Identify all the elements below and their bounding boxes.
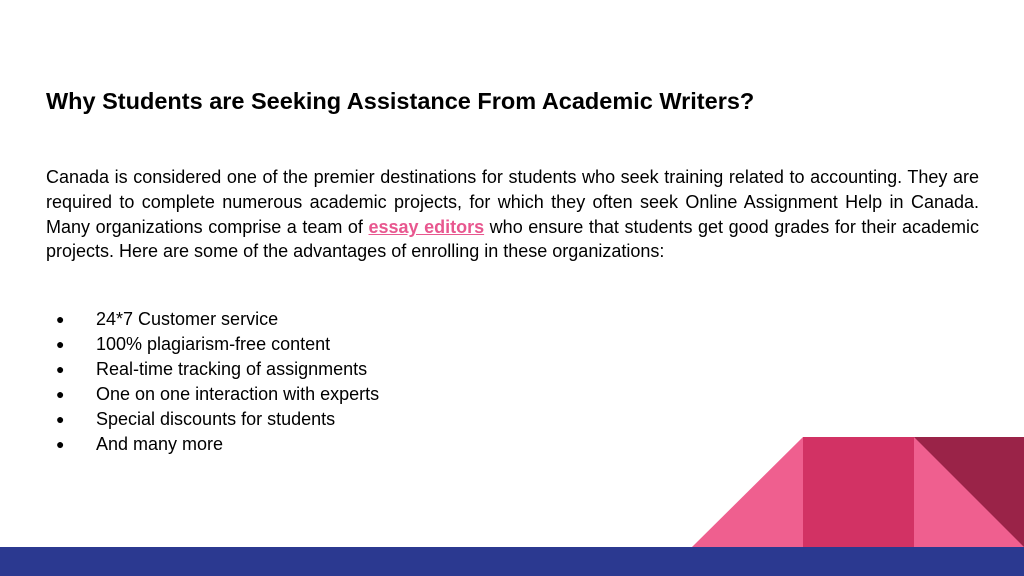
bullet-icon: ● [56, 311, 65, 327]
list-item-text: Special discounts for students [96, 409, 336, 429]
bullet-icon: ● [56, 436, 65, 452]
bullet-icon: ● [56, 336, 65, 352]
bullet-icon: ● [56, 361, 65, 377]
paragraph-text-before-link: Canada is considered one of the premier destinations for students who seek training related to accounting. They are required to complete numerous academic projects, for which they often seek Online Assignment Help in Canada. Many organizations comprise a team of [46, 167, 979, 237]
slide-title: Why Students are Seeking Assistance From Academic Writers? [46, 88, 755, 114]
list-item-text: One on one interaction with experts [96, 384, 380, 404]
list-item-text: 24*7 Customer service [96, 309, 279, 329]
paragraph-text-after-link: who ensure that students get good grades for their academic projects. Here are some of the advantages of enrolling in these organizations: [46, 216, 979, 262]
bullet-icon: ● [56, 386, 65, 402]
list-item-text: And many more [96, 434, 224, 454]
list-item-text: Real-time tracking of assignments [96, 359, 368, 379]
bottom-bar [0, 547, 1024, 576]
bullet-icon: ● [56, 411, 65, 427]
list-item-text: 100% plagiarism-free content [96, 334, 331, 354]
pink-triangle-left [692, 437, 803, 547]
essay-editors-link[interactable]: essay editors [368, 216, 485, 237]
pink-square-middle [803, 437, 914, 547]
